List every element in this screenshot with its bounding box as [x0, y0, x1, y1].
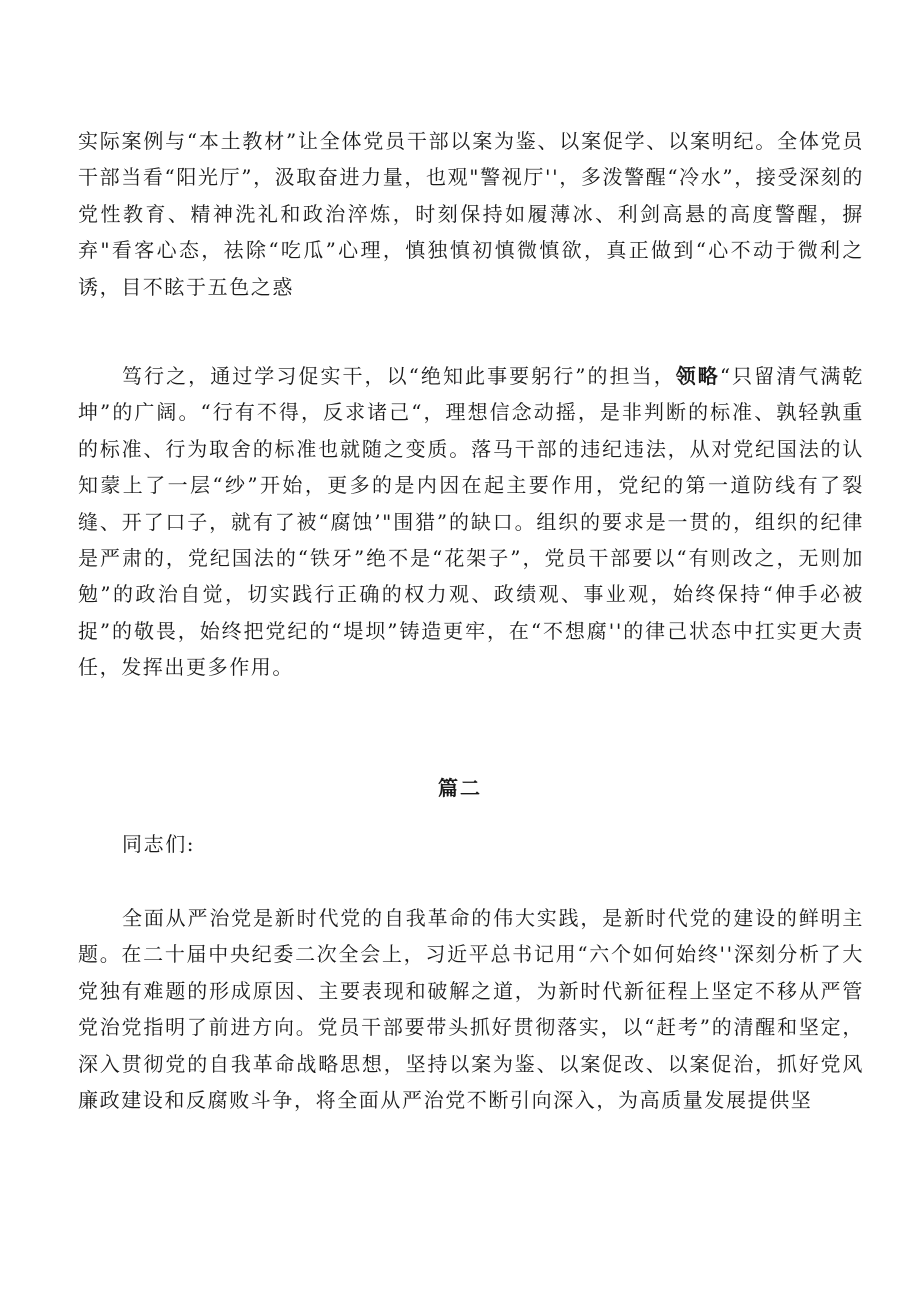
paragraph-2-text-start: 笃行之，通过学习促实干，以“绝知此事要躬行”的担当，	[122, 364, 676, 388]
paragraph-2	[78, 358, 864, 686]
paragraph-1: 实际案例与“本土教材”让全体党员干部以案为鉴、以案促学、以案明纪。全体党员干部当看“阳光厅”，汲取奋进力量，也观"警视厅''，多泼警醒“冷水”，接受深刻的党性教育、精神洗礼和政治淬炼，时刻保持如履薄冰、利剑高悬的高度警醒，摒弃"看客心态，祛除“吃瓜”心理，慎独慎初慎微慎欲，真正做到“心不动于微利之诱，目不眩于五色之惑	[78, 129, 864, 299]
paragraph-2-bold-word: 领略	[675, 364, 720, 388]
salutation: 同志们:	[122, 832, 196, 856]
paragraph-3: 全面从严治党是新时代党的自我革命的伟大实践，是新时代党的建设的鲜明主题。在二十届中央纪委二次全会上，习近平总书记用“六个如何始终''深刻分析了大党独有难题的形成原因、主要表现和破解之道，为新时代新征程上坚定不移从严管党治党指明了前进方向。党员干部要带头抓好贯彻落实，以“赶考”的清醒和坚定，深入贯彻党的自我革命战略思想，坚持以案为鉴、以案促改、以案促治，抓好党风廉政建设和反腐败斗争，将全面从严治党不断引向深入，为高质量发展提供坚	[78, 906, 864, 1113]
paragraph-2-text-end: “只留清气满乾坤”的广阔。“行有不得，反求诸己“，理想信念动摇，是非判断的标准、孰轻孰重的标准、行为取舍的标准也就随之变质。落马干部的违纪违法，从对党纪国法的认知蒙上了一层“纱”开始，更多的是内因在起主要作用，党纪的第一道防线有了裂缝、开了口子，就有了被“腐蚀’"围猎”的缺口。组织的要求是一贯的，组织的纪律是严肃的，党纪国法的“铁牙”绝不是“花架子”，党员干部要以“有则改之，无则加勉”的政治自觉，切实践行正确的权力观、政绩观、事业观，始终保持“伸手必被捉”的敬畏，始终把党纪的“堤坝”铸造更牢，在“不想腐''的律己状态中扛实更大责任，发挥出更多作用。	[78, 364, 864, 680]
section-heading: 篇二	[438, 776, 482, 800]
